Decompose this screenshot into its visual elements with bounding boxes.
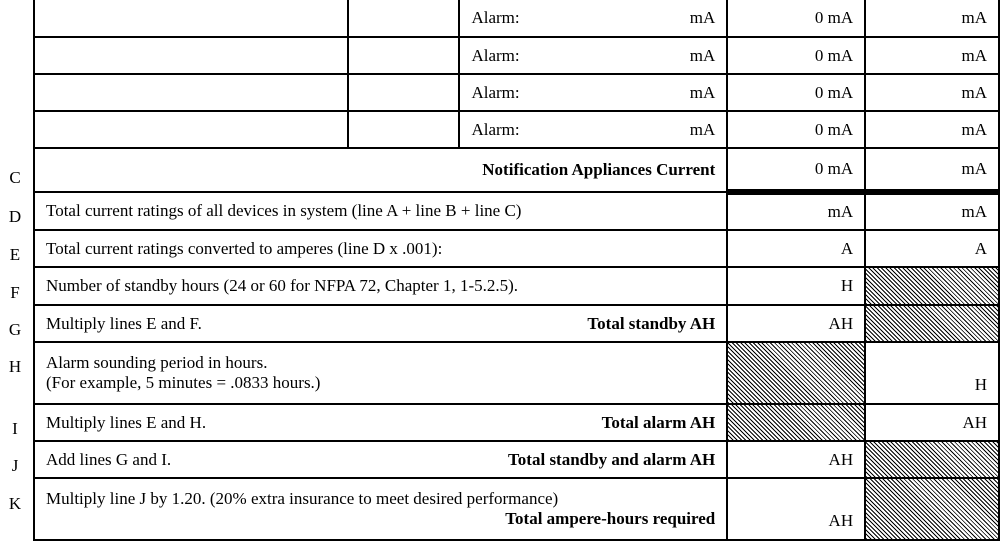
alarm-total-mA: mA <box>865 0 999 37</box>
total-alarm-ah-label: Total alarm AH <box>601 412 716 432</box>
total-ampere-hours-required-label: Total ampere-hours required <box>505 509 716 528</box>
alarm-current-cell <box>459 37 727 74</box>
alarm-total-mA: mA <box>865 111 999 148</box>
line-letter-c: C <box>9 168 21 187</box>
line-h-hatched-cell <box>727 342 865 404</box>
alarm-label: Alarm: <box>471 119 520 139</box>
line-letter-i: I <box>12 419 18 438</box>
device-name-cell[interactable] <box>34 0 348 37</box>
alarm-label: Alarm: <box>471 8 520 27</box>
alarm-total-mA: mA <box>865 74 999 111</box>
line-e-row <box>34 230 999 267</box>
line-k-col1: AH <box>727 478 865 540</box>
notification-current-total: mA <box>865 148 999 192</box>
line-j-row <box>34 441 999 478</box>
alarm-total-current: 0 mA <box>727 0 865 37</box>
alarm-current-cell <box>459 0 727 37</box>
line-f-text: Number of standby hours (24 or 60 for NFPA 72, Chapter 1, 1-5.2.5). <box>34 267 727 305</box>
line-g-cell <box>34 305 727 342</box>
notification-appliances-current-label: Notification Appliances Current <box>34 148 727 192</box>
alarm-total-mA: mA <box>865 37 999 74</box>
device-quantity-cell[interactable] <box>348 111 460 148</box>
line-letter-k: K <box>8 494 22 513</box>
line-h-text-1: Alarm sounding period in hours. <box>46 353 268 372</box>
line-letter-j: J <box>11 456 19 475</box>
alarm-row <box>34 111 999 148</box>
line-j-cell <box>34 441 727 478</box>
line-k-row <box>34 478 999 540</box>
alarm-unit: mA <box>689 119 716 139</box>
line-g-text: Multiply lines E and F. <box>46 313 202 333</box>
line-f-row <box>34 267 999 305</box>
total-standby-ah-label: Total standby AH <box>587 313 716 333</box>
line-h-col2: H <box>865 342 999 404</box>
alarm-total-current: 0 mA <box>727 37 865 74</box>
line-j-text: Add lines G and I. <box>46 449 172 469</box>
notification-current-value: 0 mA <box>727 148 865 192</box>
line-i-row <box>34 404 999 441</box>
line-c-row <box>34 148 999 192</box>
line-letter-d: D <box>8 207 22 226</box>
line-f-col1: H <box>727 267 865 305</box>
line-d-row <box>34 192 999 230</box>
line-letter-e: E <box>9 245 21 264</box>
line-letter-h: H <box>8 357 22 376</box>
line-e-col2: A <box>865 230 999 267</box>
line-j-hatched-cell <box>865 441 999 478</box>
line-i-hatched-cell <box>727 404 865 441</box>
line-h-text-2: (For example, 5 minutes = .0833 hours.) <box>46 373 321 392</box>
line-h-row <box>34 342 999 404</box>
alarm-unit: mA <box>689 45 716 65</box>
device-quantity-cell[interactable] <box>348 37 460 74</box>
line-h-text-cell <box>34 342 727 404</box>
alarm-row <box>34 0 999 37</box>
line-e-text: Total current ratings converted to amperes (line D x .001): <box>34 230 727 267</box>
line-letter-f: F <box>10 283 20 302</box>
device-name-cell[interactable] <box>34 111 348 148</box>
line-d-col2: mA <box>865 192 999 230</box>
alarm-label: Alarm: <box>471 82 520 102</box>
alarm-row <box>34 74 999 111</box>
alarm-total-current: 0 mA <box>727 111 865 148</box>
line-k-cell <box>34 478 727 540</box>
line-g-hatched-cell <box>865 305 999 342</box>
line-d-text: Total current ratings of all devices in system (line A + line B + line C) <box>34 192 727 230</box>
total-standby-and-alarm-ah-label: Total standby and alarm AH <box>508 449 716 469</box>
alarm-unit: mA <box>689 82 716 102</box>
line-f-hatched-cell <box>865 267 999 305</box>
alarm-current-cell <box>459 111 727 148</box>
line-e-col1: A <box>727 230 865 267</box>
line-k-text: Multiply line J by 1.20. (20% extra insurance to meet desired performance) <box>46 489 559 508</box>
device-name-cell[interactable] <box>34 74 348 111</box>
line-i-cell <box>34 404 727 441</box>
alarm-label: Alarm: <box>471 45 520 65</box>
line-i-text: Multiply lines E and H. <box>46 412 207 432</box>
device-name-cell[interactable] <box>34 37 348 74</box>
line-g-row <box>34 305 999 342</box>
alarm-unit: mA <box>689 8 716 27</box>
alarm-row <box>34 37 999 74</box>
device-quantity-cell[interactable] <box>348 0 460 37</box>
line-i-col2: AH <box>865 404 999 441</box>
line-d-col1: mA <box>727 192 865 230</box>
line-j-col1: AH <box>727 441 865 478</box>
device-quantity-cell[interactable] <box>348 74 460 111</box>
line-k-hatched-cell <box>865 478 999 540</box>
line-letter-g: G <box>8 320 22 339</box>
alarm-current-cell <box>459 74 727 111</box>
line-g-col1: AH <box>727 305 865 342</box>
alarm-total-current: 0 mA <box>727 74 865 111</box>
battery-calculation-table <box>33 0 1000 541</box>
